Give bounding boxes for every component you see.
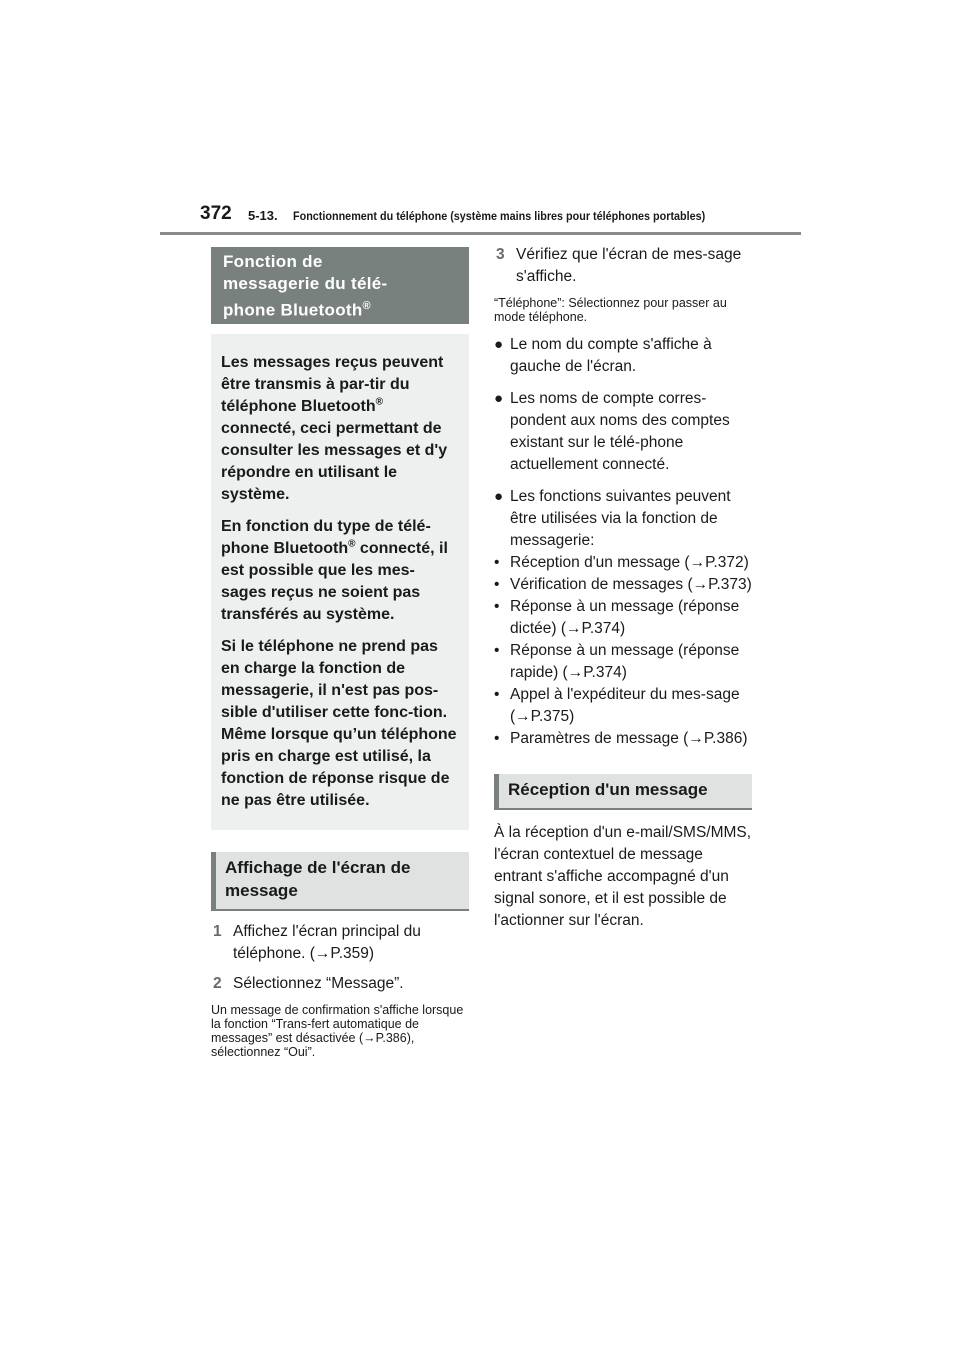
- intro-paragraph: En fonction du type de télé-phone Bluetooth® connecté, il est possible que les mes-sages reçus ne soient pas transférés au système.: [221, 518, 448, 623]
- registered-mark: ®: [362, 300, 371, 312]
- step-note: “Téléphone”: Sélectionnez pour passer au mode téléphone.: [494, 296, 727, 324]
- step-item: [211, 973, 469, 995]
- list-item: • Réponse à un message (réponse dictée) (→P.374): [494, 598, 740, 637]
- step-number: 3: [496, 246, 505, 263]
- right-column: [494, 244, 752, 932]
- step-note: Un message de confirmation s'affiche lorsque la fonction “Trans-fert automatique de messages” est désactivée (→P.386), sélectionnez “Oui”.: [211, 1003, 464, 1059]
- function-list: [494, 552, 752, 750]
- step-item: [211, 921, 469, 965]
- steps-list-continued: [494, 244, 752, 324]
- step-text: Vérifiez que l'écran de mes-sage s'affiche.: [516, 246, 742, 285]
- intro-box: [211, 334, 469, 830]
- title-line: Fonction de: [223, 252, 323, 271]
- bullet-text: Les noms de compte corres-pondent aux noms des comptes existant sur le télé-phone actuellement connecté.: [510, 390, 730, 473]
- bullet-item: [494, 388, 752, 476]
- bullet-text: Les fonctions suivantes peuvent être utilisées via la fonction de messagerie:: [510, 488, 731, 549]
- left-column: [211, 247, 469, 1059]
- bullet-item: [494, 334, 752, 378]
- header-rule: [160, 232, 801, 235]
- receiving-message-text: À la réception d'un e-mail/SMS/MMS, l'écran contextuel de message entrant s'affiche accompagné d'un signal sonore, et il est possible de l'actionner sur l'écran.: [494, 824, 752, 929]
- step-item: [494, 244, 752, 288]
- step-number: 2: [213, 975, 222, 992]
- list-item: • Vérification de messages (→P.373): [494, 576, 752, 593]
- section-title-message-screen: Affichage de l'écran de message: [211, 852, 469, 911]
- list-item: • Réception d'un message (→P.372): [494, 554, 749, 571]
- intro-paragraph: Les messages reçus peuvent être transmis à par-tir du téléphone Bluetooth® connecté, ceci permettant de consulter les messages et d'y répondre en utilisant le système.: [221, 354, 448, 503]
- intro-paragraph: Si le téléphone ne prend pas en charge la fonction de messagerie, il n'est pas pos-sible d'utiliser cette fonc-tion. Même lorsque qu’un téléphone pris en charge est utilisé, la fonction de réponse risque de ne pas être utilisée.: [221, 638, 457, 809]
- bullet-icon: ●: [494, 488, 504, 505]
- steps-list: [211, 921, 469, 1059]
- section-title-bluetooth-messaging: [211, 247, 469, 324]
- bullet-text: Le nom du compte s'affiche à gauche de l'écran.: [510, 336, 712, 375]
- bullet-item: [494, 486, 752, 552]
- title-line: phone Bluetooth®: [223, 300, 371, 320]
- list-item: • Paramètres de message (→P.386): [494, 730, 748, 747]
- bullet-icon: ●: [494, 390, 504, 407]
- title-line: messagerie du télé-: [223, 274, 388, 293]
- step-number: 1: [213, 923, 222, 940]
- bullet-icon: ●: [494, 336, 504, 353]
- section-title-receiving-message: Réception d'un message: [494, 774, 752, 810]
- page-number: 372: [200, 203, 232, 224]
- list-item: • Réponse à un message (réponse rapide) (→P.374): [494, 642, 740, 681]
- step-text: Affichez l'écran principal du téléphone. (→P.359): [233, 923, 421, 962]
- list-item: • Appel à l'expéditeur du mes-sage (→P.375): [494, 686, 740, 725]
- chapter-title: Fonctionnement du téléphone (système mains libres pour téléphones portables): [293, 209, 706, 223]
- step-text: Sélectionnez “Message”.: [233, 975, 404, 992]
- chapter-number: 5-13.: [248, 208, 278, 223]
